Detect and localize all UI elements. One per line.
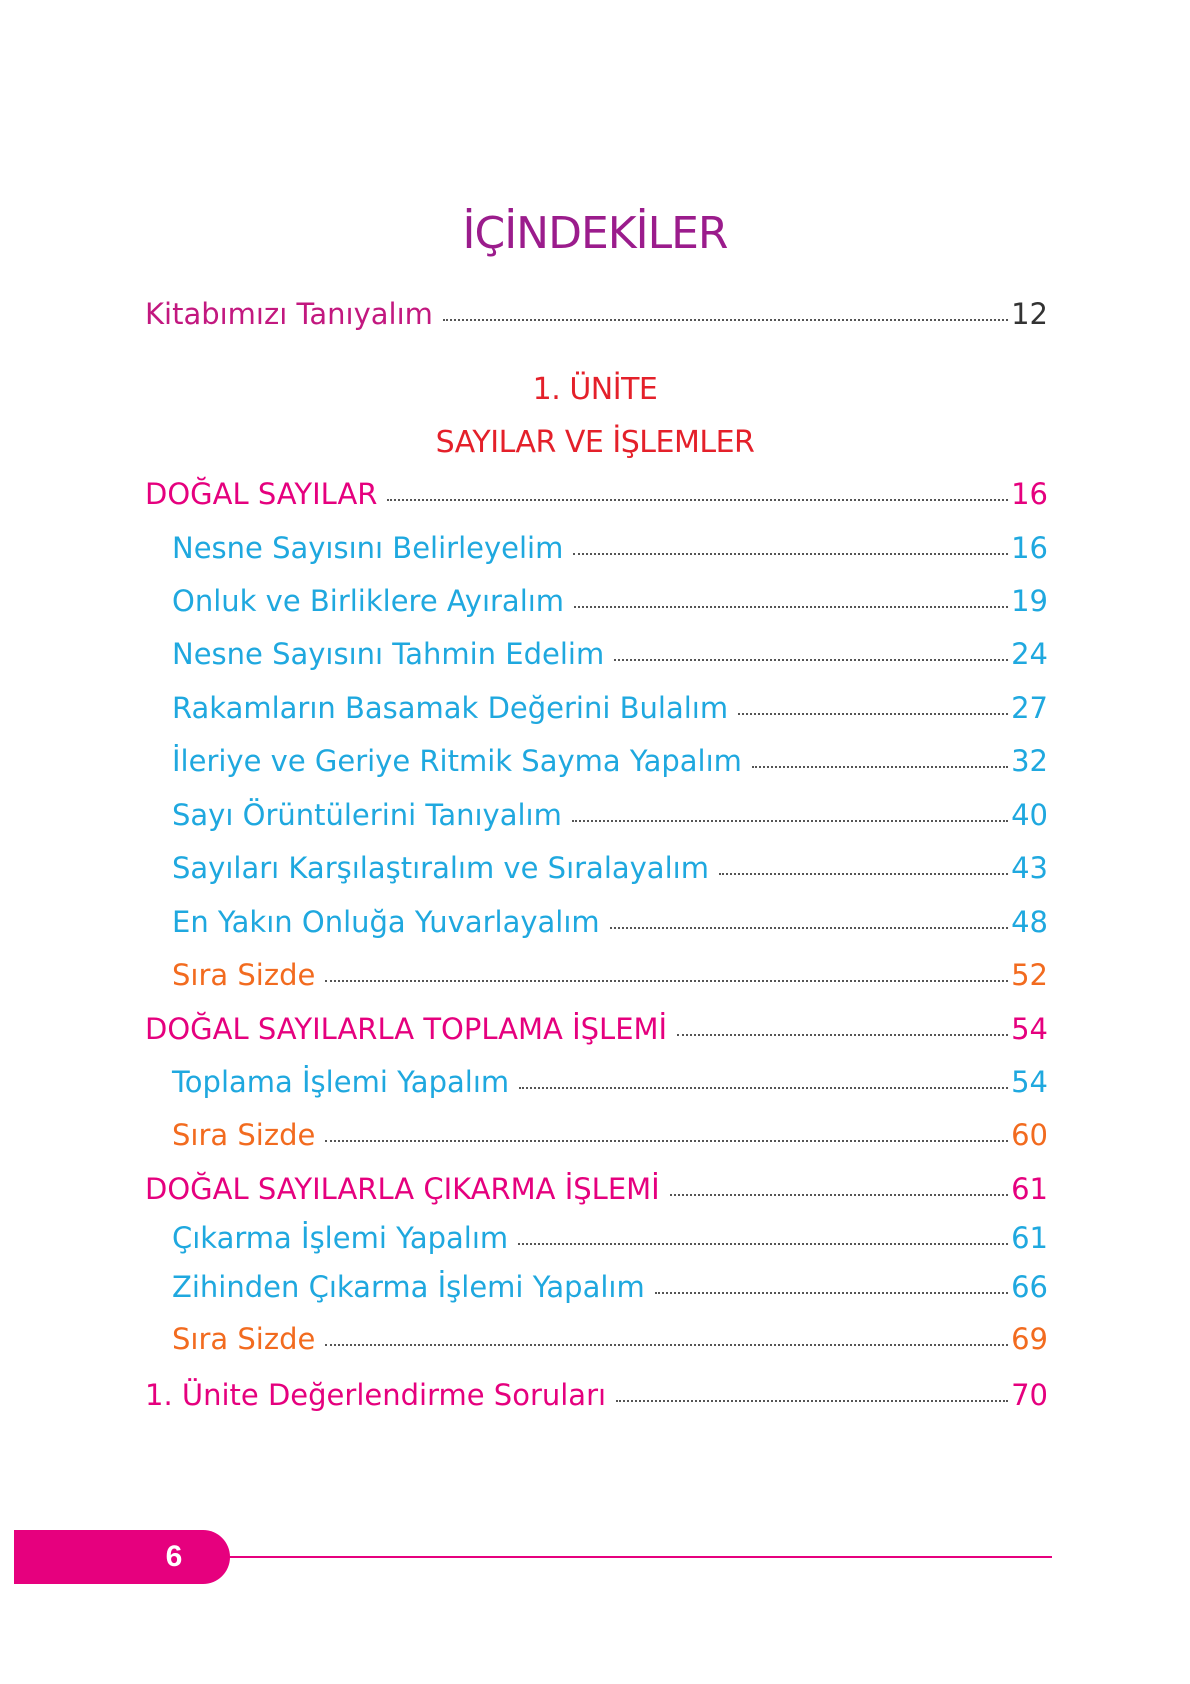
toc-intro-page: 12 [1011, 297, 1048, 331]
toc-dot-leader [325, 1140, 1008, 1142]
toc-entry[interactable] [172, 637, 1048, 671]
toc-entry-page: 32 [1011, 744, 1048, 778]
toc-entry-label: Nesne Sayısını Tahmin Edelim [172, 637, 605, 671]
toc-entry[interactable] [172, 1322, 1048, 1356]
toc-entry-label: Çıkarma İşlemi Yapalım [172, 1221, 509, 1255]
toc-entry[interactable] [172, 531, 1048, 565]
toc-dot-leader [616, 1400, 1008, 1402]
toc-entry-label: DOĞAL SAYILARLA TOPLAMA İŞLEMİ [145, 1012, 668, 1046]
toc-entry-page: 16 [1011, 531, 1048, 565]
toc-dot-leader [572, 820, 1008, 822]
toc-dot-leader [719, 873, 1008, 875]
toc-entry[interactable] [172, 958, 1048, 992]
toc-dot-leader [752, 766, 1008, 768]
toc-entry[interactable] [172, 1221, 1048, 1255]
toc-entry[interactable] [172, 691, 1048, 725]
toc-entry[interactable] [145, 1378, 1048, 1412]
toc-entry[interactable] [145, 477, 1048, 511]
toc-entry[interactable] [172, 1118, 1048, 1152]
toc-entry-label: DOĞAL SAYILARLA ÇIKARMA İŞLEMİ [145, 1172, 660, 1206]
toc-dot-leader [573, 553, 1008, 555]
toc-dot-leader [738, 713, 1008, 715]
toc-dot-leader [443, 319, 1008, 321]
toc-entry-page: 40 [1011, 798, 1048, 832]
toc-dot-leader [610, 927, 1008, 929]
toc-dot-leader [325, 980, 1008, 982]
toc-entry-label: Nesne Sayısını Belirleyelim [172, 531, 564, 565]
toc-entry-page: 66 [1011, 1270, 1048, 1304]
toc-entry-page: 24 [1011, 637, 1048, 671]
toc-entry[interactable] [172, 1065, 1048, 1099]
toc-entry-page: 19 [1011, 584, 1048, 618]
toc-entry-label: Sıra Sizde [172, 1118, 316, 1152]
toc-entry-label: En Yakın Onluğa Yuvarlayalım [172, 905, 600, 939]
toc-dot-leader [387, 499, 1008, 501]
toc-entry-page: 54 [1011, 1065, 1048, 1099]
toc-entry-label: Sıra Sizde [172, 1322, 316, 1356]
toc-intro-row[interactable] [145, 297, 1048, 331]
toc-entry-label: Onluk ve Birliklere Ayıralım [172, 584, 565, 618]
toc-entry-page: 70 [1011, 1378, 1048, 1412]
toc-entry-label: İleriye ve Geriye Ritmik Sayma Yapalım [172, 744, 742, 778]
toc-dot-leader [574, 606, 1008, 608]
unit-number: 1. ÜNİTE [532, 372, 658, 407]
toc-dot-leader [677, 1034, 1008, 1036]
toc-entry[interactable] [145, 1172, 1048, 1206]
footer-page-number: 6 [165, 1540, 183, 1573]
toc-entry-label: 1. Ünite Değerlendirme Soruları [145, 1378, 607, 1412]
toc-dot-leader [519, 1087, 1008, 1089]
toc-dot-leader [518, 1243, 1008, 1245]
toc-dot-leader [614, 659, 1008, 661]
toc-entry-label: DOĞAL SAYILAR [145, 477, 378, 511]
toc-entry-label: Toplama İşlemi Yapalım [172, 1065, 510, 1099]
toc-entry[interactable] [145, 1012, 1048, 1046]
toc-entry[interactable] [172, 798, 1048, 832]
toc-entry[interactable] [172, 744, 1048, 778]
toc-entry-page: 60 [1011, 1118, 1048, 1152]
unit-name: SAYILAR VE İŞLEMLER [435, 425, 755, 460]
toc-entry-page: 61 [1011, 1221, 1048, 1255]
page-title: İÇİNDEKİLER [462, 208, 728, 259]
toc-entry[interactable] [172, 905, 1048, 939]
toc-dot-leader [655, 1292, 1008, 1294]
toc-entry-label: Zihinden Çıkarma İşlemi Yapalım [172, 1270, 645, 1304]
toc-entry[interactable] [172, 851, 1048, 885]
footer-rule [228, 1556, 1052, 1558]
toc-dot-leader [325, 1344, 1008, 1346]
toc-entry-page: 27 [1011, 691, 1048, 725]
toc-entry-page: 48 [1011, 905, 1048, 939]
toc-entry-page: 43 [1011, 851, 1048, 885]
toc-intro-label: Kitabımızı Tanıyalım [145, 297, 433, 331]
toc-entry-label: Sıra Sizde [172, 958, 316, 992]
toc-entry-page: 54 [1011, 1012, 1048, 1046]
toc-entry[interactable] [172, 584, 1048, 618]
toc-entry-page: 69 [1011, 1322, 1048, 1356]
toc-entry-page: 16 [1011, 477, 1048, 511]
toc-dot-leader [670, 1194, 1008, 1196]
toc-entry-page: 52 [1011, 958, 1048, 992]
toc-entry-label: Rakamların Basamak Değerini Bulalım [172, 691, 729, 725]
toc-entry[interactable] [172, 1270, 1048, 1304]
toc-entry-page: 61 [1011, 1172, 1048, 1206]
toc-entry-label: Sayıları Karşılaştıralım ve Sıralayalım [172, 851, 709, 885]
toc-entry-label: Sayı Örüntülerini Tanıyalım [172, 798, 562, 832]
